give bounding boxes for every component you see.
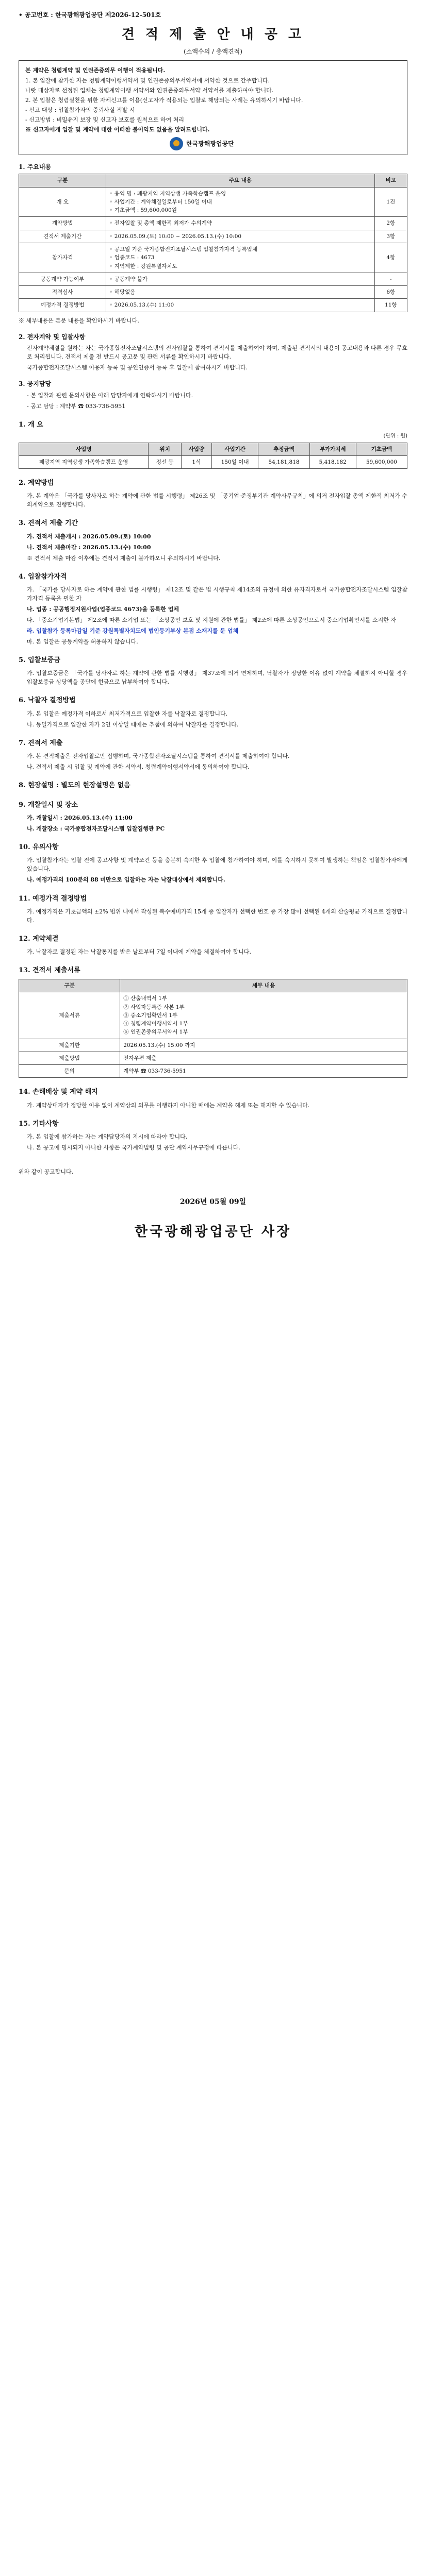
table-row [19, 273, 407, 285]
integrity-line: - 신고 대상 : 입찰참가자의 증뢰사실 적발 시 [25, 106, 135, 113]
integrity-line: - 신고방법 : 비밀유지 보장 및 신고자 보호를 원칙으로 하여 처리 [25, 116, 185, 123]
table-cell: 계약방법 [19, 217, 106, 230]
section-title: 5. 입찰보증금 [19, 656, 60, 665]
table-cell: 전자우편 제출 [120, 1052, 407, 1064]
table-row [19, 286, 407, 299]
paragraph: 가. 견적서 제출개시 : 2026.05.09.(토) 10:00 [27, 533, 151, 540]
table-cell: 예정가격 결정방법 [19, 299, 106, 312]
section-title: 12. 계약체결 [19, 935, 59, 943]
table-cell: ◦ 해당없음 [106, 286, 374, 299]
table-cell: 11항 [374, 299, 407, 312]
table-header-cell: 사업기간 [211, 443, 258, 455]
table-cell: ◦ 용역 명 : 폐광지역 지역상생 가족학습캠프 운영 ◦ 사업기간 : 계약체결일로부터 150일 이내 ◦ 기초금액 : 59,600,000원 [106, 187, 374, 217]
section-title: 14. 손해배상 및 계약 해지 [19, 1088, 98, 1096]
table-row [19, 217, 407, 230]
table-header-cell: 주요 내용 [106, 174, 374, 187]
table-cell: ◦ 2026.05.09.(토) 10:00 ~ 2026.05.13.(수) 10:00 [106, 230, 374, 243]
table-cell: ◦ 2026.05.13.(수) 11:00 [106, 299, 374, 312]
paragraph: 나. 견적서 제출마감 : 2026.05.13.(수) 10:00 [27, 544, 151, 551]
section-title: 13. 견적서 제출서류 [19, 966, 80, 974]
table-header-cell: 위치 [149, 443, 181, 455]
notice-page [0, 0, 426, 1263]
table-cell: ◦ 공동계약 불가 [106, 273, 374, 285]
table-cell: - [374, 273, 407, 285]
paragraph: 가. 입찰참가자는 입찰 전에 공고사항 및 계약조건 등을 충분히 숙지한 후 입찰에 참가하여야 하며, 이를 숙지하지 못하여 발생하는 책임은 입찰참가자에게 있습니다. [27, 857, 407, 873]
section-title: 8. 현장설명 : 별도의 현장설명은 없음 [19, 781, 130, 789]
paragraph: 나. 개찰장소 : 국가종합전자조달시스템 입찰집행관 PC [27, 825, 165, 833]
table-row [19, 1039, 407, 1052]
table-header-cell: 사업량 [181, 443, 211, 455]
integrity-line: 나랏 대상자로 선정된 업체는 청렴계약이행 서약서와 인권존중의무서약 서약서를 제출하여야 합니다. [25, 87, 274, 94]
table-row [19, 230, 407, 243]
table-row [19, 455, 407, 468]
table-header-cell: 구분 [19, 174, 106, 187]
table-cell: 1건 [374, 187, 407, 217]
table-cell: 4항 [374, 243, 407, 273]
issuer-name: 한국광해광업공단 사장 [134, 1224, 292, 1240]
paragraph: 가. 개찰일시 : 2026.05.13.(수) 11:00 [27, 815, 133, 822]
table-cell: 문의 [19, 1065, 120, 1078]
paragraph: 나. 본 공고에 명시되지 아니한 사항은 국가계약법령 및 공단 계약사무규정에 따릅니다. [27, 1144, 240, 1151]
table-cell: ① 산출내역서 1부 ② 사업자등록증 사본 1부 ③ 중소기업확인서 1부 ④ 청렴계약이행서약서 1부 ⑤ 인권존중의무서약서 1부 [120, 992, 407, 1039]
section-title: 6. 낙찰자 결정방법 [19, 697, 76, 705]
paragraph: 마. 본 입찰은 공동계약을 허용하지 않습니다. [27, 638, 138, 646]
paragraph: - 공고 담당 : 계약부 ☎ 033-736-5951 [27, 403, 126, 410]
section-title: 9. 개찰일시 및 장소 [19, 801, 78, 809]
unit-label: (단위 : 원) [383, 433, 407, 439]
table-cell: 150일 이내 [211, 455, 258, 468]
table-cell: 59,600,000 [356, 455, 407, 468]
section-title: 3. 견적서 제출 기간 [19, 519, 78, 528]
paragraph: 전자계약체결을 원하는 자는 국가종합전자조달시스템의 전자입찰을 통하여 견적서를 제출하여야 하며, 제출된 견적서의 내용이 공고내용과 다른 경우 무효로 처리됩니다. 견적서 제출 전 반드시 공고문 및 관련 서류를 확인하시기 바랍니다. [27, 345, 407, 361]
table-cell: 견적서 제출기간 [19, 230, 106, 243]
table-cell: 2항 [374, 217, 407, 230]
table-cell: ◦ 공고일 기준 국가종합전자조달시스템 입찰참가자격 등록업체 ◦ 업종코드 : 4673 ◦ 지역제한 : 강원특별자치도 [106, 243, 374, 273]
table-cell: 참가자격 [19, 243, 106, 273]
paragraph: 나. 견적서 제출 시 입찰 및 계약에 관한 서약서, 청렴계약이행서약서에 동의하여야 합니다. [27, 763, 250, 770]
paragraph: 나. 예정가격의 100분의 88 미만으로 입찰하는 자는 낙찰대상에서 제외합니다. [27, 876, 225, 884]
page-subtitle: (소액수의 / 총액견적) [184, 47, 242, 55]
integrity-line: 2. 본 입찰은 청렴실천을 위한 자체신고를 이용(신고자가 적용되는 입찰로 해당되는 사례는 유의하시기 바랍니다. [25, 96, 303, 104]
paragraph: 국가종합전자조달시스템 이용자 등록 및 공인인증서 등록 후 입찰에 참여하시기 바랍니다. [27, 364, 248, 371]
table-header-cell: 비고 [374, 174, 407, 187]
org-logo-icon [170, 137, 183, 150]
table-row [19, 1065, 407, 1078]
notice-number: • 공고번호 : 한국광해광업공단 제2026-12-501호 [19, 11, 161, 19]
paragraph: 가. 본 견적제출은 전자입찰로만 집행하며, 국가종합전자조달시스템을 통하여 견적서를 제출하여야 합니다. [27, 752, 290, 759]
table-cell: 제출방법 [19, 1052, 120, 1064]
summary-table [19, 174, 407, 312]
section-title: 11. 예정가격 결정방법 [19, 894, 87, 903]
table-row [19, 243, 407, 273]
paragraph: 다. 「중소기업기본법」 제2조에 따른 소기업 또는 「소상공인 보호 및 지원에 관한 법률」 제2조에 따른 소상공인으로서 중소기업확인서를 소지한 자 [27, 617, 396, 624]
table-cell: 2026.05.13.(수) 15:00 까지 [120, 1039, 407, 1052]
section-title: 3. 공지담당 [19, 380, 52, 388]
table-cell: 제출서류 [19, 992, 120, 1039]
paragraph: 가. 낙찰자로 결정된 자는 낙찰통지를 받은 날로부터 7일 이내에 계약을 체결하여야 합니다. [27, 948, 251, 955]
paragraph: 가. 예정가격은 기초금액의 ±2% 범위 내에서 작성된 복수예비가격 15개 중 입찰자가 선택한 번호 중 가장 많이 선택된 4개의 산술평균 가격으로 결정합니다. [27, 908, 407, 924]
table-cell: 3항 [374, 230, 407, 243]
section-title: 7. 견적서 제출 [19, 739, 63, 747]
table-header-cell: 부가가치세 [309, 443, 356, 455]
section-title: 10. 유의사항 [19, 843, 59, 852]
table-header-cell: 추정금액 [258, 443, 309, 455]
paragraph: 라. 입찰참가 등록마감일 기준 강원특별자치도에 법인등기부상 본점 소재지를 둔 업체 [27, 628, 239, 635]
closing-text: 위와 같이 공고합니다. [19, 1168, 74, 1175]
table-cell: 계약부 ☎ 033-736-5951 [120, 1065, 407, 1078]
table-cell: 6항 [374, 286, 407, 299]
table-cell: 54,181,818 [258, 455, 309, 468]
table-cell: ◦ 전자입찰 및 총액 제한적 최저가 수의계약 [106, 217, 374, 230]
section-title: 2. 계약방법 [19, 479, 54, 487]
paragraph: 나. 동일가격으로 입찰한 자가 2인 이상일 때에는 추첨에 의하여 낙찰자를 결정합니다. [27, 721, 239, 728]
paragraph: ※ 견적서 제출 마감 이후에는 견적서 제출이 불가하오니 유의하시기 바랍니다. [27, 554, 221, 562]
table-cell: 5,418,182 [309, 455, 356, 468]
integrity-box [19, 60, 407, 155]
table-cell: 적격심사 [19, 286, 106, 299]
paragraph: 가. 「국가를 당사자로 하는 계약에 관한 법률 시행령」 제12조 및 같은 법 시행규칙 제14조의 규정에 의한 유자격자로서 국가종합전자조달시스템 입찰참가자격 등록을 필한 자 [27, 586, 407, 602]
overview-table [19, 443, 407, 469]
table-header-cell: 기초금액 [356, 443, 407, 455]
org-logo-text: 한국광해광업공단 [186, 140, 234, 147]
submission-table [19, 979, 407, 1078]
section-title: 4. 입찰참가자격 [19, 572, 67, 581]
paragraph: 가. 입찰보증금은 「국가를 당사자로 하는 계약에 관한 법률 시행령」 제37조에 의거 면제하며, 낙찰자가 정당한 이유 없이 계약을 체결하지 아니할 경우 입찰보증금 상당액을 공단에 현금으로 납부하여야 합니다. [27, 670, 407, 686]
table-cell: 제출기한 [19, 1039, 120, 1052]
table-row [19, 187, 407, 217]
notice-date: 2026년 05월 09일 [179, 1197, 247, 1206]
integrity-note: ※ 신고자에게 입찰 및 계약에 대한 어떠한 불이익도 없음을 알려드립니다. [25, 126, 210, 133]
table-header-cell: 사업명 [19, 443, 149, 455]
summary-title: 1. 주요내용 [19, 163, 52, 171]
table-cell: 개 요 [19, 187, 106, 217]
section-title: 2. 전자계약 및 입찰사항 [19, 333, 86, 341]
summary-note: ※ 세부내용은 본문 내용을 확인하시기 바랍니다. [19, 317, 139, 324]
table-cell: 1식 [181, 455, 211, 468]
page-title: 견 적 제 출 안 내 공 고 [121, 26, 305, 42]
integrity-headline: 본 계약은 청렴계약 및 인권존중의무 이행이 적용됩니다. [25, 67, 166, 74]
section-title: 15. 기타사항 [19, 1120, 59, 1128]
paragraph: - 본 입찰과 관련 문의사항은 아래 담당자에게 연락하시기 바랍니다. [27, 392, 193, 399]
table-cell: 정선 등 [149, 455, 181, 468]
table-row [19, 299, 407, 312]
paragraph: 나. 업종 : 공공행정지원사업(업종코드 4673)을 등록한 업체 [27, 605, 179, 613]
paragraph: 가. 본 입찰에 참가하는 자는 계약담당자의 지시에 따라야 합니다. [27, 1133, 188, 1140]
table-row [19, 992, 407, 1039]
table-header-cell: 세부 내용 [120, 979, 407, 992]
paragraph: 가. 계약상대자가 정당한 이유 없이 계약상의 의무를 이행하지 아니한 때에는 계약을 해제 또는 해지할 수 있습니다. [27, 1101, 310, 1109]
paragraph: 가. 본 계약은 「국가를 당사자로 하는 계약에 관한 법률 시행령」 제26조 및 「공기업·준정부기관 계약사무규칙」에 의거 전자입찰 총액 제한적 최저가 수의계약으로 진행합니다. [27, 493, 407, 509]
table-cell: 폐광지역 지역상생 가족학습캠프 운영 [19, 455, 149, 468]
table-row [19, 1052, 407, 1064]
table-cell: 공동계약 가능여부 [19, 273, 106, 285]
section-title: 1. 개 요 [19, 421, 43, 429]
paragraph: 가. 본 입찰은 예정가격 이하로서 최저가격으로 입찰한 자를 낙찰자로 결정합니다. [27, 710, 228, 717]
org-logo [170, 137, 401, 150]
integrity-line: 1. 본 입찰에 참가한 자는 청렴계약이행서약서 및 인권존중의무서약서에 서약한 것으로 간주합니다. [25, 77, 270, 84]
table-header-cell: 구분 [19, 979, 120, 992]
